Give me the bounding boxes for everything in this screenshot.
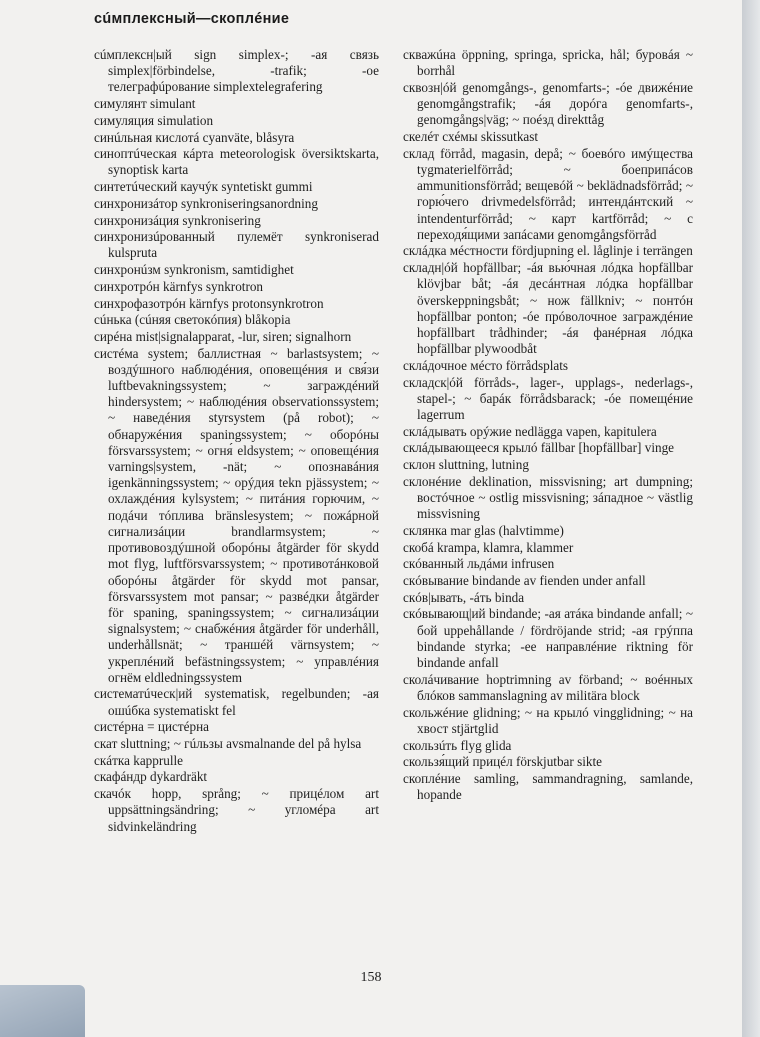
dictionary-entry: сколáчивание hoptrimning av förband; ~ воéнных блóков sammanslagning av militära block (403, 671, 693, 703)
left-column (94, 47, 379, 835)
dictionary-entry: синхронизáтор synkroniseringsanordning (94, 195, 318, 211)
dictionary-entry: скважúна öppning, springa, spricka, hål; буровáя ~ borrhål (403, 47, 693, 79)
dictionary-entry: скóвывание bindande av fienden under anfall (403, 573, 646, 588)
dictionary-entry: скоплéние samling, sammandragning, samlande, hopande (403, 770, 693, 803)
dictionary-entry: склонéние deklination, missvisning; art dumpning; востóчное ~ ostlig missvisning; зáпадное ~ västlig missvisning (403, 473, 693, 522)
dictionary-entry: скелéт схéмы skissutkast (403, 129, 539, 145)
page-number: 158 (360, 970, 382, 985)
dictionary-entry: склянка mar glas (halvtimme) (403, 522, 564, 538)
dictionary-entry: сúмплексн|ый sign simplex-; -ая связь simplex|förbindelse, -trafik; -ое телеграфúрование simplextelegrafering (94, 47, 379, 95)
dictionary-entry: систéма system; баллистная ~ barlastsystem; ~ воздýшного наблюдéния, оповещéния и свя́зи luftbevakningssystem; ~ заграждéний hindersystem; ~ наблюдéния observationssystem; ~ наведéния styrsystem (på robot); ~ обнаружéния spaningssystem; ~ оборóны försvarssystem; ~ огня́ eldsystem; ~ оповещéния varnings|system, -nät; ~ опознавáния igenkänningssystem; ~ орýдия tekn pjässystem; ~ охлаждéния kylsystem; ~ питáния горючим, ~ подáчи тóплива bränslesystem; ~ пожáрной сигнализáции brandlarmsystem; ~ противовоздýшной оборóны åtgärder för skydd mot flyg, luftförsvarssystem; ~ противотáнковой оборóны åtgärder för skydd mot pansar, försvarssystem mot pansar; ~ развéдки åtgärder för spaning, spaningssystem; ~ сигнализáции signalsystem; ~ снабжéния åtgärder för underhåll, underhållsnät; ~ траншéй värnsystem; ~ укреплéний befästningssystem; ~ управлéния огнём eldledningssystem (94, 345, 379, 685)
dictionary-entry: симулянт simulant (94, 96, 196, 112)
dictionary-entry: скобá krampa, klamra, klammer (403, 539, 574, 555)
dictionary-entry: скачóк hopp, språng; ~ прицéлом art uppsättningsändring; ~ угломéра art sidvinkeländring (94, 786, 379, 834)
dictionary-entry: синхронизáция synkronisering (94, 212, 261, 228)
dictionary-entry: скóв|ывать, -áть binda (403, 589, 525, 605)
dictionary-entry: синхронúзм synkronism, samtidighet (94, 262, 294, 278)
dictionary-entry: сирéна mist|signalapparat, -lur, siren; signalhorn (94, 328, 352, 344)
dictionary-entry: скольжéние glidning; ~ на крылó vingglidning; ~ на хвост stjärtglid (403, 704, 693, 736)
dictionary-entry: скóвывающ|ий bindande; -ая атáка bindande anfall; ~ бой uppehållande / fördröjande strid; -ая грýппа bindande styrka; -ее направлéние riktning för bindande anfall (403, 606, 693, 671)
page-edge (742, 0, 760, 1037)
dictionary-entry: склáдочное мéсто förrådsplats (403, 357, 569, 373)
dictionary-entry: синхронизúрованный пулемёт synkroniserad kulspruta (94, 229, 379, 261)
dictionary-entry: синúльная кислотá cyanväte, blåsyra (94, 129, 295, 145)
dictionary-entry: склáдывающееся крылó fällbar [hopfällbar] vinge (403, 440, 675, 456)
dictionary-entry: сúнька (сúняя светокóпия) blåkopia (94, 312, 291, 328)
dictionary-entry: симуляция simulation (94, 112, 214, 128)
dictionary-entry: синхрофазотрóн kärnfys protonsynkrotron (94, 295, 324, 311)
dictionary-entry: скользúть flyg glida (403, 737, 512, 753)
dictionary-entry: склад förråd, magasin, depå; ~ боевóго имýщества tygmaterielförråd; ~ боеприпáсов ammunitionsförråd; вещевóй ~ beklädnadsförråd; ~ горю́чего drivmedelsförråd; интендáнтский ~ intendenturförråd; ~ карт kartförråd; ~ с переходя́щими запáсами genomgångsförråd (403, 145, 693, 242)
dictionary-entry: синтетúческий каучýк syntetiskt gummi (94, 179, 313, 195)
binder-clip (0, 985, 85, 1037)
dictionary-entry: систематúческ|ий systematisk, regelbunden; -ая ошúбка systematiskt fel (94, 686, 379, 718)
dictionary-entry: склон sluttning, lutning (403, 457, 529, 473)
dictionary-entry: склáдывать орýжие nedlägga vapen, kapitulera (403, 423, 657, 439)
dictionary-entry: синоптúческая кáрта meteorologisk översiktskarta, synoptisk karta (94, 146, 379, 178)
dictionary-entry: складск|óй förråds-, lager-, upplags-, nederlags-, stapel-; ~ барáк förrådsbarack; -óе помещéние lagerrum (403, 374, 693, 422)
dictionary-entry: скользя́щий прицéл förskjutbar sikte (403, 754, 603, 770)
dictionary-entry: систéрна = цистéрна (94, 719, 210, 735)
dictionary-entry: скафáндр dykardräkt (94, 769, 208, 785)
dictionary-entry: сквозн|óй genomgångs-, genomfarts-; -óе движéние genomgångstrafik; -áя дорóга genomfarts-, genomgångs|väg; ~ поéзд direkttåg (403, 79, 693, 128)
dictionary-entry: скóванный льдáми infrusen (403, 556, 555, 572)
right-column (403, 47, 693, 804)
dictionary-entry: склáдка мéстности fördjupning el. låglinje i terrängen (403, 243, 693, 259)
dictionary-entry: скáтка kapprulle (94, 752, 184, 768)
running-head: сúмплексный—скоплéние (94, 11, 290, 27)
dictionary-entry: складн|óй hopfällbar; -áя вью́чная лóдка hopfällbar klövjbar båt; -áя десáнтная лóдка hopfällbar överskeppningsbåt; ~ нож fällkniv; ~ понтóн hopfällbar ponton; -óе прóволочное заграждéние hopfällbart trådhinder; -áя фанéрная лóдка hopfällbar plywoodbåt (403, 260, 693, 357)
dictionary-entry: синхротрóн kärnfys synkrotron (94, 278, 264, 294)
dictionary-entry: скат sluttning; ~ гúльзы avsmalnande del på hylsa (94, 736, 362, 752)
